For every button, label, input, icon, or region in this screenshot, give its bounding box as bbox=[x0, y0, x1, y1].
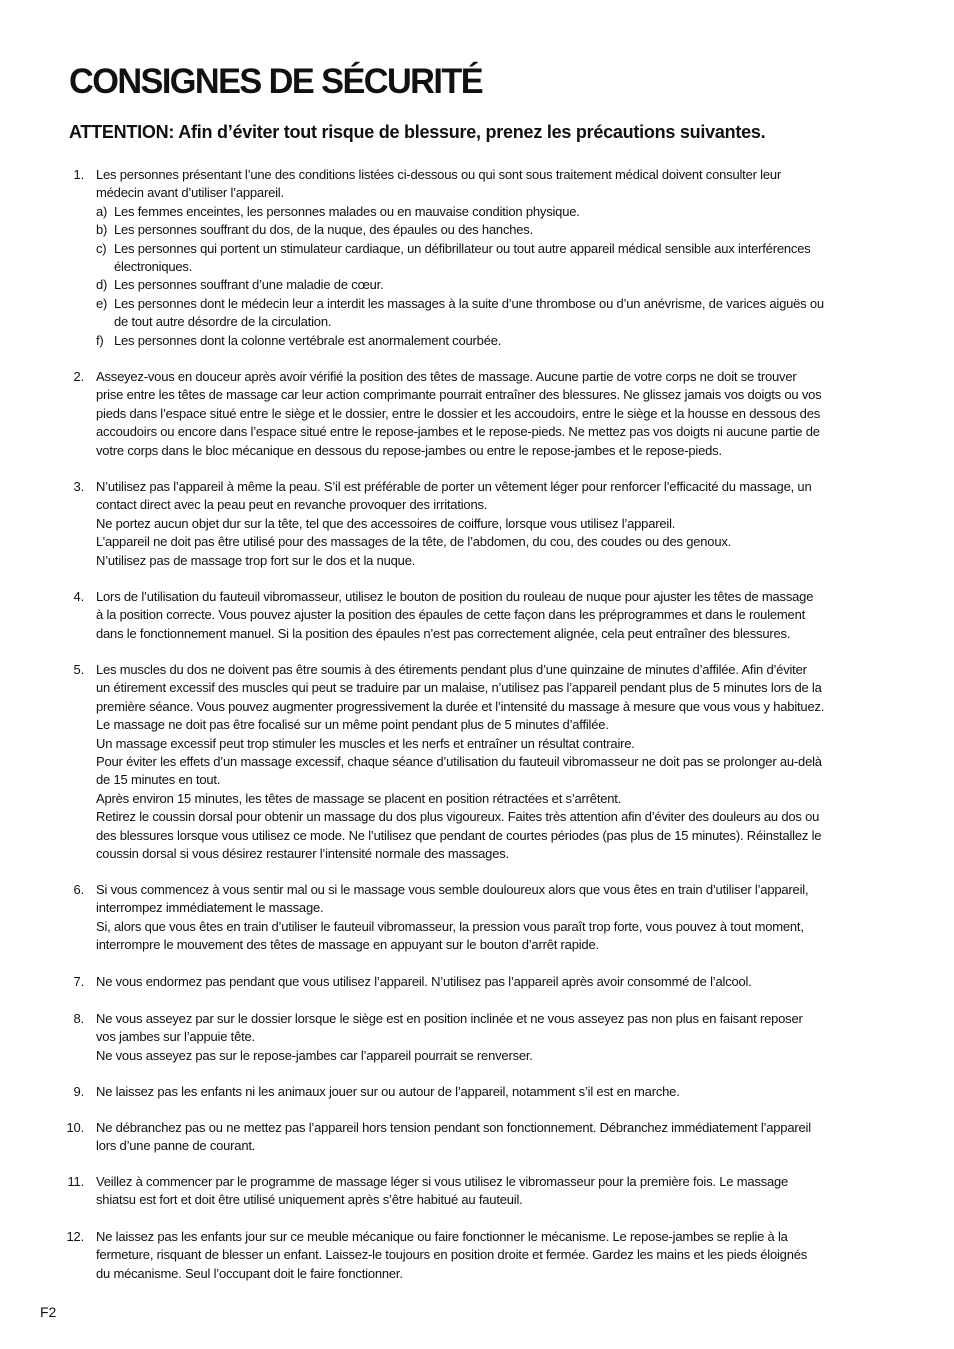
item-number: 10. bbox=[66, 1120, 84, 1135]
text-line: fermeture, risquant de blesser un enfant. Laissez-le toujours en position droite et fermée. Gardez les mains et les pieds éloignés bbox=[96, 1247, 808, 1263]
text-line: prise entre les têtes de massage car leur action comprimante pourrait entraîner des blessures. Ne glissez jamais vos doigts ou vos bbox=[96, 387, 822, 403]
text-line: Retirez le coussin dorsal pour obtenir un massage du dos plus vigoureux. Faites très attention afin d’éviter des douleurs au dos ou bbox=[96, 809, 820, 825]
item-number: 11. bbox=[67, 1174, 84, 1189]
item-text bbox=[96, 1010, 888, 1065]
text-line: Ne laissez pas les enfants ni les animaux jouer sur ou autour de l’appareil, notamment s’il est en marche. bbox=[96, 1084, 680, 1099]
text-line: contact direct avec la peau peut en revanche provoquer des irritations. bbox=[96, 497, 488, 513]
text-line: dans le fonctionnement manuel. Si la position des épaules n’est pas correctement alignée, cela peut entraîner des blessures. bbox=[96, 625, 791, 641]
sub-item-line: électroniques. bbox=[114, 259, 193, 275]
sub-item-letter: d) bbox=[96, 277, 108, 293]
item-number: 5. bbox=[73, 662, 84, 677]
text-line: Ne débranchez pas ou ne mettez pas l’appareil hors tension pendant son fonctionnement. Débranchez immédiatement l’appareil bbox=[96, 1120, 811, 1135]
text-line: pieds dans l’espace situé entre le siège et le dossier, entre le dossier et les accoudoirs, entre le siège et la housse en dessous des bbox=[96, 405, 821, 421]
text-line: Pour éviter les effets d’un massage excessif, chaque séance d’utilisation du fauteuil vibromasseur ne doit pas se prolonger au-delà bbox=[96, 754, 822, 770]
text-line: un étirement excessif des muscles qui peut se traduire par un malaise, n’utilisez pas l’appareil pendant plus de 5 minutes lors de la bbox=[96, 680, 822, 696]
item-number: 9. bbox=[73, 1084, 84, 1099]
item-text bbox=[96, 166, 888, 350]
text-line: interrompre le mouvement des têtes de massage en appuyant sur le bouton d’arrêt rapide. bbox=[96, 937, 599, 953]
item-text bbox=[96, 1119, 888, 1156]
text-line: première séance. Vous pouvez augmenter progressivement la durée et l’intensité du massage à mesure que vous vous y habituez. bbox=[96, 698, 825, 714]
item-text bbox=[96, 1083, 888, 1101]
text-line: N’utilisez pas de massage trop fort sur le dos et la nuque. bbox=[96, 552, 416, 568]
text-line: Un massage excessif peut trop stimuler les muscles et les nerfs et entraîner un résultat contraire. bbox=[96, 735, 635, 751]
sub-item-letter: f) bbox=[96, 332, 104, 348]
text-line: L’appareil ne doit pas être utilisé pour des massages de la tête, de l’abdomen, du cou, des coudes ou des genoux. bbox=[96, 534, 732, 550]
text-line: votre corps dans le bloc mécanique en dessous du repose-jambes ou entre le repose-jambes et le repose-pieds. bbox=[96, 442, 722, 458]
sub-item-line: Les personnes dont le médecin leur a interdit les massages à la suite d’une thrombose ou d’un anévrisme, de varices aiguës ou bbox=[114, 295, 824, 311]
sub-item bbox=[96, 203, 888, 221]
item-text bbox=[96, 881, 888, 955]
sub-item bbox=[96, 240, 888, 277]
text-line: coussin dorsal si vous désirez restaurer l’intensité normale des massages. bbox=[96, 846, 509, 862]
text-line: Ne vous endormez pas pendant que vous utilisez l’appareil. N’utilisez pas l’appareil après avoir consommé de l’alcool. bbox=[96, 974, 752, 989]
item-text bbox=[96, 1173, 888, 1210]
attention-subtitle: ATTENTION: Afin d’éviter tout risque de blessure, prenez les précautions suivantes. bbox=[69, 122, 766, 142]
text-line: des blessures lorsque vous utilisez ce mode. Ne l’utilisez que pendant de courtes périodes (pas plus de 15 minutes). Réinstallez le bbox=[96, 827, 822, 843]
text-line: Si, alors que vous êtes en train d’utiliser le fauteuil vibromasseur, la pression vous paraît trop forte, vous pouvez à tout moment, bbox=[96, 918, 804, 934]
page-number: F2 bbox=[40, 1304, 57, 1320]
text-line: de 15 minutes en tout. bbox=[96, 772, 221, 788]
sub-item-letter: b) bbox=[96, 222, 108, 238]
sub-item bbox=[96, 276, 888, 294]
item-number: 4. bbox=[73, 589, 84, 604]
item-number: 8. bbox=[73, 1011, 84, 1026]
text-line: accoudoirs ou encore dans l’espace situé entre le repose-jambes et le repose-pieds. Ne mettez pas vos doigts ni aucune partie de bbox=[96, 424, 820, 440]
text-line: Ne laissez pas les enfants jour sur ce meuble mécanique ou faire fonctionner le mécanisme. Le repose-jambes se replie à la bbox=[96, 1229, 788, 1244]
text-line: Les muscles du dos ne doivent pas être soumis à des étirements pendant plus d’une quinzaine de minutes d’affilée. Afin d’éviter bbox=[96, 662, 807, 677]
text-line: Ne portez aucun objet dur sur la tête, tel que des accessoires de coiffure, lorsque vous utilisez l’appareil. bbox=[96, 515, 676, 531]
sub-item-line: Les personnes dont la colonne vertébrale est anormalement courbée. bbox=[114, 332, 502, 348]
item-text bbox=[96, 478, 888, 570]
text-line: lors d’une panne de courant. bbox=[96, 1138, 256, 1154]
text-line: vos jambes sur l’appuie tête. bbox=[96, 1029, 255, 1045]
text-line: Si vous commencez à vous sentir mal ou si le massage vous semble douloureux alors que vous êtes en train d’utiliser l’appareil, bbox=[96, 882, 809, 897]
sub-item-letter: c) bbox=[96, 240, 107, 256]
text-line: Après environ 15 minutes, les têtes de massage se placent en position rétractées et s’arrêtent. bbox=[96, 790, 622, 806]
item-number: 2. bbox=[73, 369, 84, 384]
item-text bbox=[96, 1228, 888, 1283]
sub-item-letter: e) bbox=[96, 295, 108, 311]
text-line: Ne vous asseyez par sur le dossier lorsque le siège est en position inclinée et ne vous asseyez pas non plus en faisant reposer bbox=[96, 1011, 803, 1026]
item-number: 1. bbox=[73, 167, 84, 182]
sub-item-line: de tout autre désordre de la circulation. bbox=[114, 314, 332, 330]
item-number: 6. bbox=[73, 882, 84, 897]
text-line: Asseyez-vous en douceur après avoir vérifié la position des têtes de massage. Aucune partie de votre corps ne doit se trouver bbox=[96, 369, 797, 384]
item-text bbox=[96, 368, 888, 460]
item-number: 7. bbox=[73, 974, 84, 989]
sub-item bbox=[96, 295, 888, 332]
text-line: N’utilisez pas l’appareil à même la peau. S’il est préférable de porter un vêtement léger pour renforcer l’efficacité du massage, un bbox=[96, 479, 812, 494]
sub-item bbox=[96, 332, 888, 350]
page-title: CONSIGNES DE SÉCURITÉ bbox=[69, 62, 483, 101]
sub-item-line: Les personnes qui portent un stimulateur cardiaque, un défibrillateur ou tout autre appareil médical sensible aux interférences bbox=[114, 240, 811, 256]
item-number: 3. bbox=[73, 479, 84, 494]
sub-item-line: Les femmes enceintes, les personnes malades ou en mauvaise condition physique. bbox=[114, 203, 580, 219]
text-line: du mécanisme. Seul l’occupant doit le faire fonctionner. bbox=[96, 1265, 403, 1281]
text-line: médecin avant d’utiliser l’appareil. bbox=[96, 185, 284, 201]
text-line: Les personnes présentant l’une des conditions listées ci-dessous ou qui sont sous traitement médical doivent consulter leur bbox=[96, 167, 782, 182]
text-line: Veillez à commencer par le programme de massage léger si vous utilisez le vibromasseur pour la première fois. Le massage bbox=[96, 1174, 789, 1189]
text-line: Le massage ne doit pas être focalisé sur un même point pendant plus de 5 minutes d’affilée. bbox=[96, 717, 609, 733]
item-text bbox=[96, 661, 888, 863]
text-line: Lors de l’utilisation du fauteuil vibromasseur, utilisez le bouton de position du rouleau de nuque pour ajuster les têtes de massage bbox=[96, 589, 814, 604]
text-line: à la position correcte. Vous pouvez ajuster la position des épaules de cette façon dans les préprogrammes et dans le roulement bbox=[96, 607, 806, 623]
sub-item bbox=[96, 221, 888, 239]
text-line: Ne vous asseyez pas sur le repose-jambes car l’appareil pourrait se renverser. bbox=[96, 1047, 533, 1063]
text-line: shiatsu est fort et doit être utilisé uniquement après s’être habitué au fauteuil. bbox=[96, 1192, 523, 1208]
sub-item-letter: a) bbox=[96, 203, 108, 219]
item-text bbox=[96, 588, 888, 643]
item-text bbox=[96, 973, 888, 991]
sub-item-line: Les personnes souffrant d’une maladie de cœur. bbox=[114, 277, 384, 293]
text-line: interrompez immédiatement le massage. bbox=[96, 900, 324, 916]
item-number: 12. bbox=[66, 1229, 84, 1244]
sub-item-line: Les personnes souffrant du dos, de la nuque, des épaules ou des hanches. bbox=[114, 222, 534, 238]
